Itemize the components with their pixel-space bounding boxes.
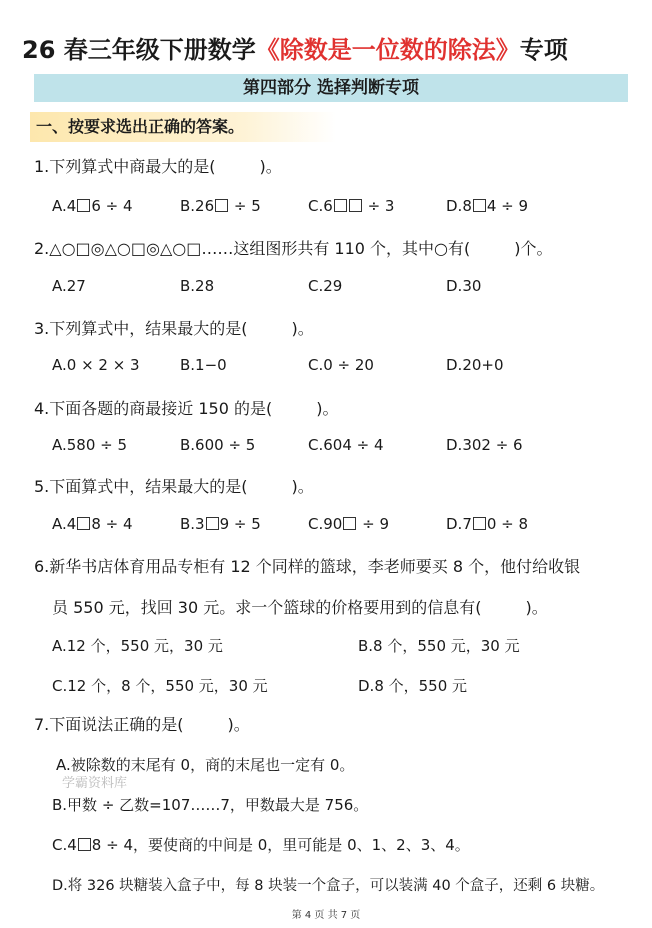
question-5-option-d[interactable]: D.7 0 ÷ 8 [446, 515, 529, 533]
question-2-option-d[interactable]: D.30 [446, 277, 482, 295]
question-1-option-d[interactable]: D.8 4 ÷ 9 [446, 197, 529, 215]
question-2-stem: 2.△○□◎△○□◎△○□……这组图形共有 110 个，其中○有( )个。 [34, 239, 553, 258]
question-5-option-b[interactable]: B.3 9 ÷ 5 [180, 515, 261, 533]
question-6-option-b[interactable]: B.8 个，550 元，30 元 [358, 637, 520, 655]
question-2-option-a[interactable]: A.27 [52, 277, 86, 295]
question-1-option-c[interactable]: C.6 ÷ 3 [308, 197, 395, 215]
title-suffix: 专项 [519, 36, 568, 64]
blank-box-icon [473, 199, 486, 212]
question-7-option-a[interactable]: A.被除数的末尾有 0，商的末尾也一定有 0。 [56, 756, 355, 774]
question-6-option-c[interactable]: C.12 个，8 个，550 元，30 元 [52, 677, 268, 695]
question-1-option-b[interactable]: B.26 ÷ 5 [180, 197, 261, 215]
question-7-option-b[interactable]: B.甲数 ÷ 乙数=107……7，甲数最大是 756。 [52, 796, 369, 814]
question-1-option-a[interactable]: A.4 6 ÷ 4 [52, 197, 133, 215]
question-2-option-c[interactable]: C.29 [308, 277, 343, 295]
page-footer: 第 4 页 共 7 页 [291, 910, 361, 921]
question-2-option-b[interactable]: B.28 [180, 277, 215, 295]
question-3-stem: 3.下列算式中，结果最大的是( )。 [34, 319, 314, 338]
question-7-stem: 7.下面说法正确的是( )。 [34, 715, 250, 734]
blank-box-icon [349, 199, 362, 212]
subheading: 一、按要求选出正确的答案。 [30, 112, 336, 142]
question-4-stem: 4.下面各题的商最接近 150 的是( )。 [34, 399, 339, 418]
question-6-option-d[interactable]: D.8 个，550 元 [358, 677, 468, 695]
question-1-stem: 1.下列算式中商最大的是( )。 [34, 157, 282, 176]
question-4-option-a[interactable]: A.580 ÷ 5 [52, 436, 128, 454]
blank-box-icon [343, 517, 356, 530]
question-5-option-c[interactable]: C.90 ÷ 9 [308, 515, 389, 533]
question-3-option-a[interactable]: A.0 × 2 × 3 [52, 356, 140, 374]
question-4-option-d[interactable]: D.302 ÷ 6 [446, 436, 523, 454]
blank-box-icon [215, 199, 228, 212]
blank-box-icon [77, 517, 90, 530]
title-prefix: 26 春三年级下册数学 [22, 36, 256, 64]
question-7-option-d[interactable]: D.将 326 块糖装入盒子中，每 8 块装一个盒子，可以装满 40 个盒子，还剩 6 块糖。 [52, 878, 605, 894]
title-highlight: 《除数是一位数的除法》 [255, 36, 520, 64]
section-band: 第四部分 选择判断专项 [34, 74, 628, 102]
watermark: 学霸资料库 [62, 776, 128, 791]
question-3-option-b[interactable]: B.1−0 [180, 356, 227, 374]
blank-box-icon [473, 517, 486, 530]
page-title [22, 30, 642, 65]
blank-box-icon [77, 199, 90, 212]
question-6-stem-line-2: 员 550 元，找回 30 元。求一个篮球的价格要用到的信息有( )。 [52, 598, 548, 617]
question-5-option-a[interactable]: A.4 8 ÷ 4 [52, 515, 133, 533]
question-4-option-c[interactable]: C.604 ÷ 4 [308, 436, 384, 454]
question-3-option-d[interactable]: D.20+0 [446, 356, 504, 374]
blank-box-icon [206, 517, 219, 530]
question-3-option-c[interactable]: C.0 ÷ 20 [308, 356, 374, 374]
question-5-stem: 5.下面算式中，结果最大的是( )。 [34, 477, 314, 496]
question-6-stem-line-1: 6.新华书店体育用品专柜有 12 个同样的篮球，李老师要买 8 个，他付给收银 [34, 557, 581, 576]
question-4-option-b[interactable]: B.600 ÷ 5 [180, 436, 256, 454]
question-7-option-c[interactable]: C.4 8 ÷ 4，要使商的中间是 0，里可能是 0、1、2、3、4。 [52, 836, 470, 854]
blank-box-icon [78, 838, 91, 851]
blank-box-icon [334, 199, 347, 212]
question-6-option-a[interactable]: A.12 个，550 元，30 元 [52, 637, 223, 655]
